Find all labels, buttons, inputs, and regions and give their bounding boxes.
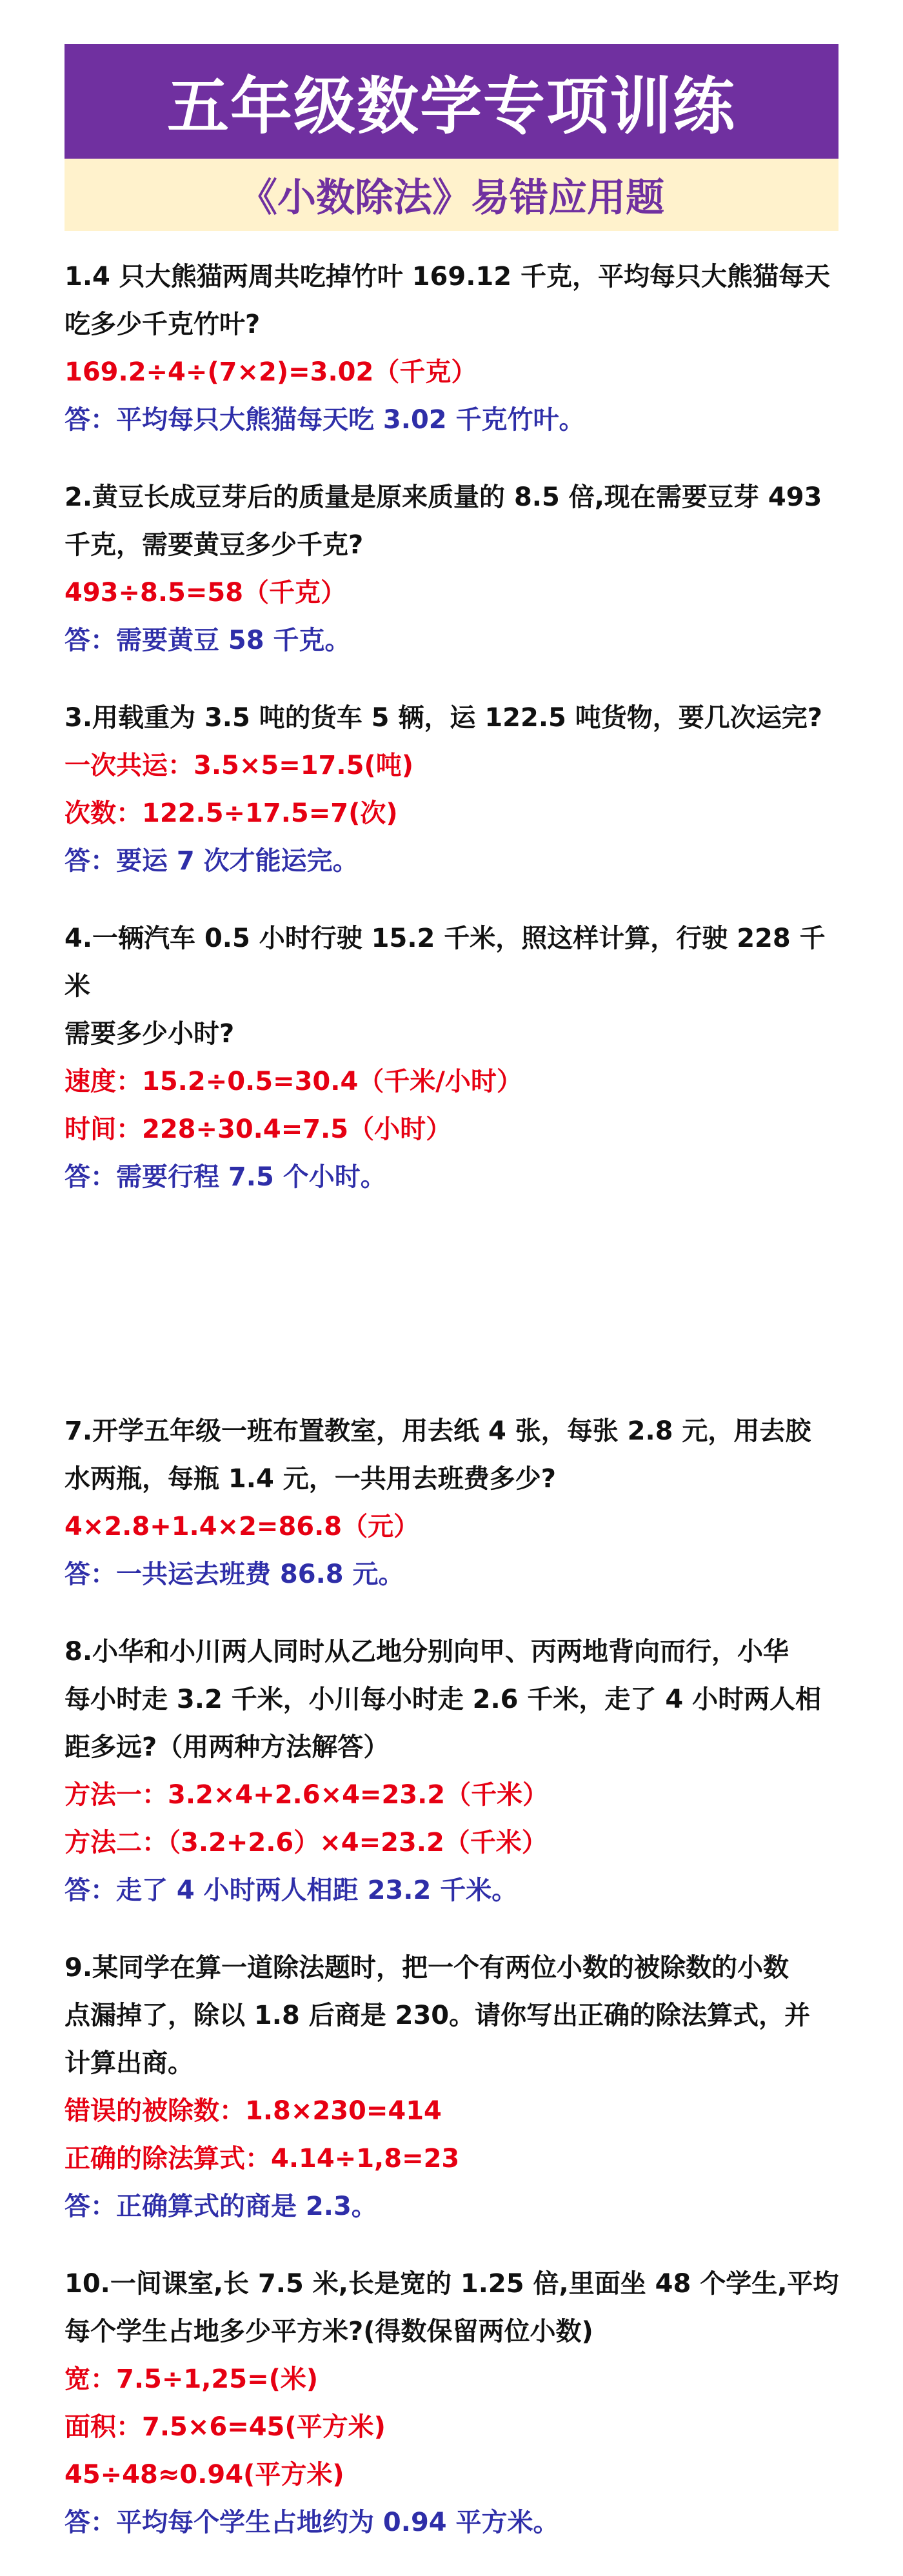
solution-step: 速度：15.2÷0.5=30.4（千米/小时） — [64, 1067, 522, 1096]
problem-9 — [64, 1944, 845, 2230]
question-line: 9.某同学在算一道除法题时，把一个有两位小数的被除数的小数 — [64, 1953, 789, 1983]
question-line: 8.小华和小川两人同时从乙地分别向甲、丙两地背向而行，小华 — [64, 1637, 789, 1667]
answer: 答：需要黄豆 58 千克。 — [64, 626, 351, 655]
problem-4 — [64, 915, 845, 1201]
page-subtitle: 《小数除法》易错应用题 — [64, 159, 838, 231]
solution-step: 45÷48≈0.94(平方米) — [64, 2460, 344, 2490]
solution-step: 时间：228÷30.4=7.5（小时） — [64, 1115, 452, 1144]
question-line: 千克，需要黄豆多少千克? — [64, 530, 364, 560]
question-line: 计算出商。 — [64, 2048, 194, 2078]
question-line: 距多远?（用两种方法解答） — [64, 1732, 390, 1762]
question-line: 每个学生占地多少平方米?(得数保留两位小数) — [64, 2317, 593, 2346]
question-line: 点漏掉了，除以 1.8 后商是 230。请你写出正确的除法算式，并 — [64, 2001, 811, 2030]
answer: 答：一共运去班费 86.8 元。 — [64, 1560, 404, 1589]
question-line: 每小时走 3.2 千米，小川每小时走 2.6 千米，走了 4 小时两人相 — [64, 1685, 822, 1714]
problem-7 — [64, 1407, 845, 1598]
answer: 答：平均每个学生占地约为 0.94 平方米。 — [64, 2508, 559, 2537]
solution-step: 宽：7.5÷1,25=(米) — [64, 2364, 319, 2394]
solution-step: 次数：122.5÷17.5=7(次) — [64, 798, 398, 828]
page-title: 五年级数学专项训练 — [64, 44, 838, 159]
question-line: 需要多少小时? — [64, 1019, 235, 1049]
problem-2 — [64, 473, 845, 664]
question-line: 3.用载重为 3.5 吨的货车 5 辆，运 122.5 吨货物，要几次运完? — [64, 703, 822, 733]
answer: 答：需要行程 7.5 个小时。 — [64, 1162, 386, 1192]
answer: 答：平均每只大熊猫每天吃 3.02 千克竹叶。 — [64, 405, 585, 435]
question-line: 水两瓶，每瓶 1.4 元，一共用去班费多少? — [64, 1464, 556, 1494]
question-line: 7.开学五年级一班布置教室，用去纸 4 张，每张 2.8 元，用去胶 — [64, 1416, 811, 1446]
problem-3 — [64, 694, 845, 885]
solution-step: 493÷8.5=58（千克） — [64, 578, 347, 608]
problem-1 — [64, 253, 845, 444]
solution-step: 169.2÷4÷(7×2)=3.02（千克） — [64, 357, 477, 387]
question-line: 4.一辆汽车 0.5 小时行驶 15.2 千米，照这样计算，行驶 228 千米 — [64, 924, 826, 1001]
problem-10 — [64, 2260, 845, 2546]
answer: 答：正确算式的商是 2.3。 — [64, 2192, 377, 2221]
solution-step: 4×2.8+1.4×2=86.8（元） — [64, 1512, 420, 1541]
answer: 答：走了 4 小时两人相距 23.2 千米。 — [64, 1876, 518, 1905]
question-line: 10.一间课室,长 7.5 米,长是宽的 1.25 倍,里面坐 48 个学生,平均 — [64, 2269, 839, 2299]
answer: 答：要运 7 次才能运完。 — [64, 846, 359, 876]
solution-step: 面积：7.5×6=45(平方米) — [64, 2412, 386, 2442]
solution-step: 方法二：（3.2+2.6）×4=23.2（千米） — [64, 1828, 548, 1858]
solution-step: 正确的除法算式：4.14÷1,8=23 — [64, 2144, 460, 2174]
solution-step: 方法一：3.2×4+2.6×4=23.2（千米） — [64, 1780, 549, 1810]
solution-step: 一次共运：3.5×5=17.5(吨) — [64, 751, 413, 780]
problem-list — [64, 253, 845, 2576]
question-line: 2.黄豆长成豆芽后的质量是原来质量的 8.5 倍,现在需要豆芽 493 — [64, 482, 822, 512]
solution-step: 错误的被除数：1.8×230=414 — [64, 2096, 442, 2126]
question-line: 吃多少千克竹叶? — [64, 310, 261, 339]
problem-8 — [64, 1628, 845, 1914]
question-line: 1.4 只大熊猫两周共吃掉竹叶 169.12 千克，平均每只大熊猫每天 — [64, 262, 830, 292]
